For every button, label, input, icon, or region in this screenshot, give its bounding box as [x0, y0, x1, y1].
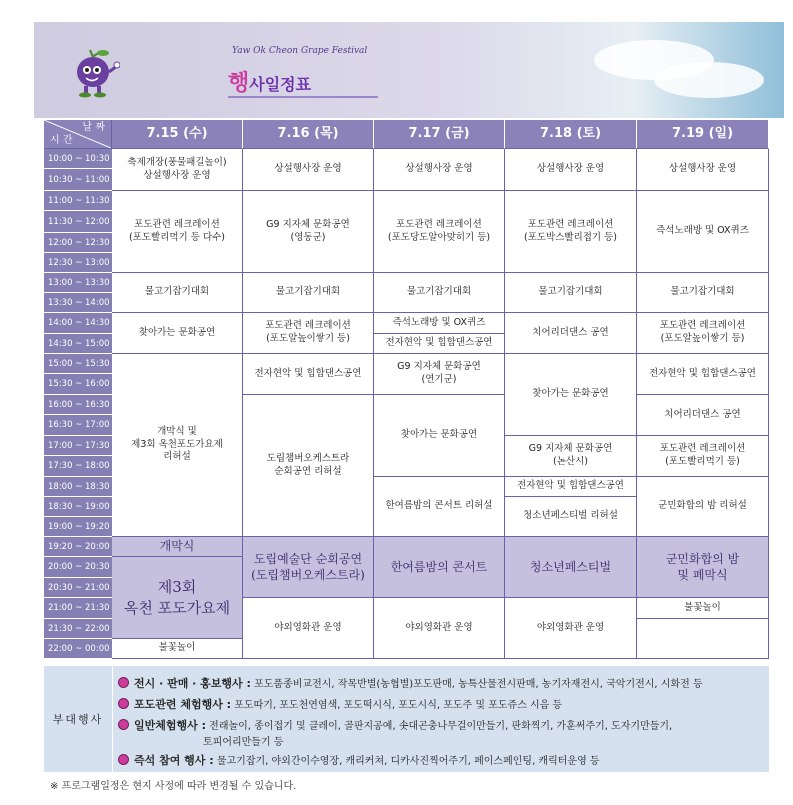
footnote: ※ 프로그램일정은 현지 사정에 따라 변경될 수 있습니다. — [50, 781, 297, 792]
page-title-rest: 사일정표 — [249, 75, 312, 94]
event-cell: 전자현악 및 힙합댄스공연 — [374, 334, 505, 354]
side-event-key: 즉석 참여 행사 : — [134, 754, 214, 767]
bullet-icon — [118, 677, 129, 688]
date-header: 7.17 (금) — [374, 120, 505, 149]
event-cell: 포도관련 레크레이션 (포도알높이쌓기 등) — [243, 313, 374, 354]
event-cell: 청소년페스티벌 리허설 — [505, 497, 637, 537]
grape-mascot-icon — [66, 46, 120, 100]
event-cell: 야외영화관 운영 — [374, 598, 505, 659]
event-cell: 찾아가는 문화공연 — [374, 395, 505, 477]
event-cell: 포도관련 레크레이션 (포도빨리먹기 등 다수) — [112, 191, 243, 273]
time-slot: 12:00 ~ 12:30 — [44, 233, 112, 253]
event-cell: 치어리더댄스 공연 — [637, 395, 769, 436]
time-slot: 19:00 ~ 19:20 — [44, 517, 112, 537]
event-cell: 불꽃놀이 — [112, 639, 243, 659]
time-slot: 14:30 ~ 15:00 — [44, 334, 112, 354]
event-cell: 전자현악 및 힙합댄스공연 — [637, 354, 769, 395]
time-slot: 16:30 ~ 17:00 — [44, 415, 112, 436]
event-cell: 즉석노래방 및 OX퀴즈 — [637, 191, 769, 273]
time-slot: 21:00 ~ 21:30 — [44, 598, 112, 619]
event-cell: 개막식 및 제3회 옥천포도가요제 리허설 — [112, 354, 243, 537]
bullet-icon — [118, 754, 129, 765]
event-cell: 찾아가는 문화공연 — [112, 313, 243, 354]
event-cell: 도립예술단 순회공연 (도립챔버오케스트라) — [243, 537, 374, 598]
event-cell: 물고기잡기대회 — [112, 273, 243, 313]
time-slot: 13:30 ~ 14:00 — [44, 293, 112, 313]
time-slot: 11:00 ~ 11:30 — [44, 191, 112, 211]
side-events-label: 부대행사 — [44, 666, 113, 772]
event-cell: 야외영화관 운영 — [505, 598, 637, 659]
time-slot: 12:30 ~ 13:00 — [44, 253, 112, 273]
side-event-text: 전래놀이, 종이접기 및 클레이, 골판지공예, 솟대곤충나무걸이만들기, 판화찍기, 가훈써주기, 도자기만들기, — [209, 721, 673, 732]
event-cell: 제3회 옥천 포도가요제 — [112, 557, 243, 639]
event-cell: 청소년페스티벌 — [505, 537, 637, 598]
time-slot: 20:00 ~ 20:30 — [44, 557, 112, 578]
bullet-icon — [118, 698, 129, 709]
time-slot: 14:00 ~ 14:30 — [44, 313, 112, 334]
date-header: 7.19 (일) — [637, 120, 769, 149]
event-cell: 물고기잡기대회 — [505, 273, 637, 313]
corner-time-label: 시 간 — [50, 134, 73, 146]
event-cell: 포도관련 레크레이션 (포도빨리먹기 등) — [637, 436, 769, 477]
event-cell: 포도관련 레크레이션 (포도박스빨리접기 등) — [505, 191, 637, 273]
event-cell: 군민화합의 밤 및 폐막식 — [637, 537, 769, 598]
festival-name: Yaw Ok Cheon Grape Festival — [232, 46, 368, 56]
event-cell: G9 지자체 문화공연 (영동군) — [243, 191, 374, 273]
time-slot: 11:30 ~ 12:00 — [44, 211, 112, 233]
event-cell: 찾아가는 문화공연 — [505, 354, 637, 436]
event-cell: 상설행사장 운영 — [374, 149, 505, 191]
side-event-key: 일반체험행사 : — [134, 719, 206, 732]
date-header: 7.16 (목) — [243, 120, 374, 149]
cloud-decoration — [654, 62, 764, 98]
time-slot: 18:00 ~ 18:30 — [44, 477, 112, 497]
side-event-key: 포도관련 체험행사 : — [134, 698, 232, 711]
title-underline — [228, 96, 378, 98]
event-cell: G9 지자체 문화공연 (논산시) — [505, 436, 637, 477]
event-cell: 개막식 — [112, 537, 243, 557]
event-cell: 포도관련 레크레이션 (포도알높이쌓기 등) — [637, 313, 769, 354]
time-slot: 17:30 ~ 18:00 — [44, 456, 112, 477]
event-cell: 물고기잡기대회 — [243, 273, 374, 313]
event-cell: 물고기잡기대회 — [374, 273, 505, 313]
side-events-panel — [44, 666, 769, 772]
event-cell: 야외영화관 운영 — [243, 598, 374, 659]
time-slot: 22:00 ~ 00:00 — [44, 639, 112, 659]
event-cell: 한여름밤의 콘서트 — [374, 537, 505, 598]
time-slot: 19:20 ~ 20:00 — [44, 537, 112, 557]
event-cell: 한여름밤의 콘서트 리허설 — [374, 477, 505, 537]
corner-date-label: 날 짜 — [82, 122, 105, 133]
time-slot: 15:00 ~ 15:30 — [44, 354, 112, 374]
event-cell: 상설행사장 운영 — [637, 149, 769, 191]
time-slot: 16:00 ~ 16:30 — [44, 395, 112, 415]
event-cell: 치어리더댄스 공연 — [505, 313, 637, 354]
side-event-text: 토피어리만들기 등 — [203, 736, 284, 748]
side-event-item — [118, 718, 672, 750]
time-slot: 13:00 ~ 13:30 — [44, 273, 112, 293]
event-cell: 전자현악 및 힙합댄스공연 — [505, 477, 637, 497]
time-slot: 18:30 ~ 19:00 — [44, 497, 112, 517]
time-slot: 15:30 ~ 16:00 — [44, 374, 112, 395]
event-cell: 불꽃놀이 — [637, 598, 769, 619]
event-cell: 도립챔버오케스트라 순회공연 리허설 — [243, 395, 374, 537]
event-cell: 즉석노래방 및 OX퀴즈 — [374, 313, 505, 334]
event-cell: G9 지자체 문화공연 (연기군) — [374, 354, 505, 395]
date-header: 7.15 (수) — [112, 120, 243, 149]
event-cell: 축제개장(풍물패길놀이) 상설행사장 운영 — [112, 149, 243, 191]
side-event-key: 전시 · 판매 · 홍보행사 : — [134, 677, 251, 690]
event-cell: 포도관련 레크레이션 (포도당도알아맞히기 등) — [374, 191, 505, 273]
time-slot: 17:00 ~ 17:30 — [44, 436, 112, 456]
header-banner — [34, 22, 784, 118]
corner-header — [44, 120, 112, 149]
page-title — [228, 66, 311, 97]
time-slot: 20:30 ~ 21:00 — [44, 578, 112, 598]
side-event-item — [118, 753, 600, 770]
schedule-table — [44, 120, 769, 665]
side-event-item — [118, 676, 703, 693]
event-cell: 상설행사장 운영 — [505, 149, 637, 191]
side-event-text: 포도따기, 포도천연염색, 포도떡시식, 포도시식, 포도주 및 포도쥬스 시음 등 — [234, 700, 563, 711]
time-slot: 21:30 ~ 22:00 — [44, 619, 112, 639]
event-cell: 상설행사장 운영 — [243, 149, 374, 191]
time-slot: 10:30 ~ 11:00 — [44, 169, 112, 191]
date-header: 7.18 (토) — [505, 120, 637, 149]
event-cell: 군민화합의 밤 리허설 — [637, 477, 769, 537]
side-event-text: 물고기잡기, 야외간이수영장, 캐리커쳐, 디카사진찍어주기, 페이스페인팅, 캐릭터운영 등 — [216, 756, 600, 767]
page-title-first: 행 — [228, 71, 250, 96]
time-slot: 10:00 ~ 10:30 — [44, 149, 112, 169]
event-cell — [637, 619, 769, 659]
bullet-icon — [118, 719, 129, 730]
side-event-text: 포도품종비교전시, 작목반별(농협별)포도판매, 농특산물전시판매, 농기자재전시, 국악기전시, 시화전 등 — [254, 679, 703, 690]
event-cell: 물고기잡기대회 — [637, 273, 769, 313]
side-event-item — [118, 697, 562, 714]
event-cell: 전자현악 및 힙합댄스공연 — [243, 354, 374, 395]
